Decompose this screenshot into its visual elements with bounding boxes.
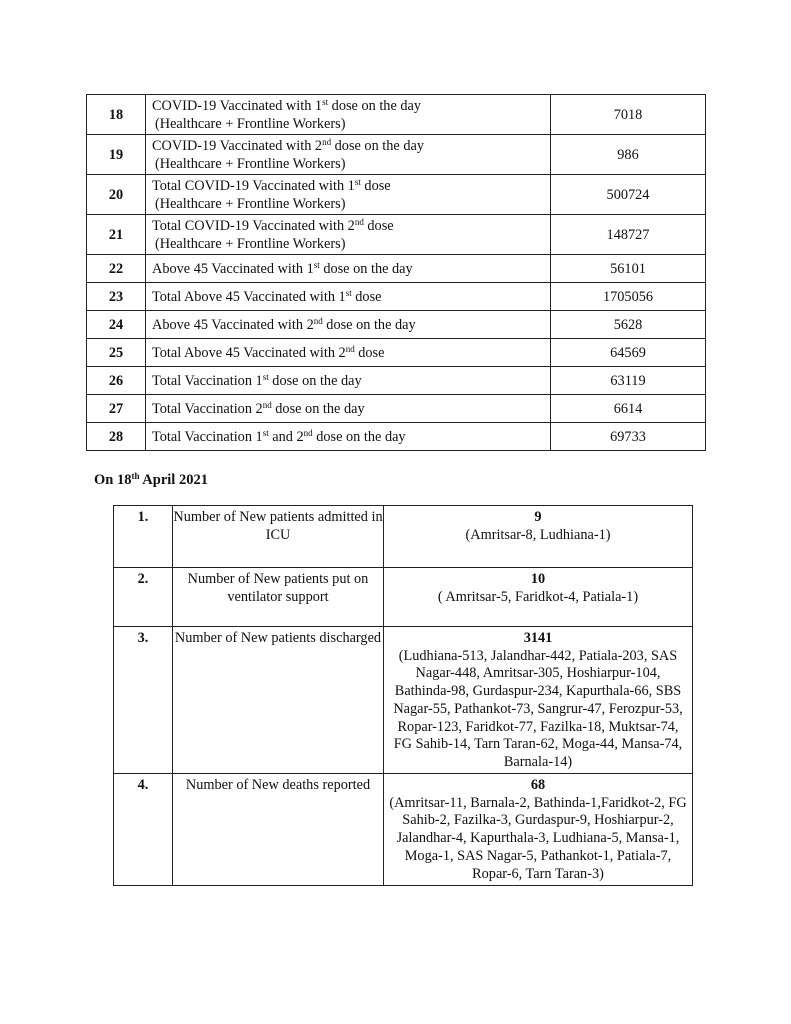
row-value: [384, 774, 693, 886]
table-row: [87, 423, 706, 451]
table-row: [87, 339, 706, 367]
desc-text: Total Above 45 Vaccinated with 2: [152, 344, 346, 361]
row-description: [146, 283, 551, 311]
row-value: 1705056: [551, 283, 706, 311]
desc-text: Total Above 45 Vaccinated with 1: [152, 288, 346, 305]
ordinal-suffix: st: [354, 176, 361, 187]
row-description: [146, 255, 551, 283]
table-row: [114, 774, 693, 886]
row-description: [146, 215, 551, 255]
desc-text: dose: [363, 217, 394, 234]
table-row: [114, 568, 693, 627]
row-description: Number of New patients admitted in ICU: [173, 506, 384, 568]
row-number: 27: [87, 395, 146, 423]
row-description: [146, 423, 551, 451]
desc-text: dose on the day: [331, 137, 424, 154]
vaccination-table: [86, 94, 706, 451]
row-description: [146, 135, 551, 175]
table-row: [114, 627, 693, 774]
row-description: [146, 175, 551, 215]
row-number: 21: [87, 215, 146, 255]
desc-subtext: (Healthcare + Frontline Workers): [155, 195, 346, 212]
desc-text: dose: [351, 288, 382, 305]
row-detail: (Ludhiana-513, Jalandhar-442, Patiala-203, SAS Nagar-448, Amritsar-305, Hoshiarpur-104, Bathinda-98, Gurdaspur-234, Kapurthala-66, SBS Nagar-55, Pathankot-73, Sangrur-47, Ferozpur-53, Ropar-123, Faridkot-77, Fazilka-18, Muktsar-74, FG Sahib-14, Tarn Taran-62, Moga-44, Mansa-74, Barnala-14): [393, 647, 683, 770]
row-number: 24: [87, 311, 146, 339]
desc-subtext: (Healthcare + Frontline Workers): [155, 235, 346, 252]
patients-table: [113, 505, 693, 886]
ordinal-suffix: nd: [322, 136, 332, 147]
desc-subtext: (Healthcare + Frontline Workers): [155, 155, 346, 172]
desc-text: Above 45 Vaccinated with 1: [152, 260, 314, 277]
ordinal-suffix: nd: [262, 399, 272, 410]
row-description: [146, 95, 551, 135]
desc-text: Total Vaccination 1: [152, 372, 263, 389]
table-row: [87, 255, 706, 283]
row-value: 63119: [551, 367, 706, 395]
desc-text: Above 45 Vaccinated with 2: [152, 316, 314, 333]
table-row: [114, 506, 693, 568]
row-description: [146, 367, 551, 395]
desc-text: dose on the day: [271, 400, 365, 417]
ordinal-suffix: nd: [345, 343, 355, 354]
row-value: [384, 568, 693, 627]
desc-text: Total Vaccination 1: [152, 428, 263, 445]
ordinal-suffix: th: [131, 471, 140, 481]
row-count: 68: [530, 777, 546, 793]
row-value: 6614: [551, 395, 706, 423]
desc-text: Total COVID-19 Vaccinated with 2: [152, 217, 355, 234]
table-row: [87, 283, 706, 311]
ordinal-suffix: nd: [313, 315, 323, 326]
row-number: 19: [87, 135, 146, 175]
desc-subtext: (Healthcare + Frontline Workers): [155, 115, 346, 132]
row-number: 23: [87, 283, 146, 311]
row-number: 1.: [114, 506, 173, 568]
table-row: [87, 215, 706, 255]
table-row: [87, 95, 706, 135]
desc-text: Total COVID-19 Vaccinated with 1: [152, 177, 355, 194]
date-heading-text: April 2021: [139, 472, 208, 488]
desc-text: dose: [354, 344, 385, 361]
row-value: [384, 627, 693, 774]
ordinal-suffix: st: [322, 96, 329, 107]
row-count: 3141: [523, 630, 553, 646]
ordinal-suffix: st: [313, 259, 320, 270]
row-value: 69733: [551, 423, 706, 451]
ordinal-suffix: nd: [354, 216, 364, 227]
desc-text: dose on the day: [322, 316, 416, 333]
desc-text: COVID-19 Vaccinated with 1: [152, 97, 323, 114]
row-number: 20: [87, 175, 146, 215]
row-number: 4.: [114, 774, 173, 886]
table-row: [87, 395, 706, 423]
row-value: 148727: [551, 215, 706, 255]
desc-text: dose on the day: [319, 260, 413, 277]
table-row: [87, 135, 706, 175]
ordinal-suffix: st: [345, 287, 352, 298]
ordinal-suffix: st: [262, 427, 269, 438]
desc-text: dose on the day: [328, 97, 422, 114]
row-number: 18: [87, 95, 146, 135]
row-detail: (Amritsar-11, Barnala-2, Bathinda-1,Faridkot-2, FG Sahib-2, Fazilka-3, Gurdaspur-9, Hoshiarpur-2, Jalandhar-4, Kapurthala-3, Ludhiana-5, Mansa-1, Moga-1, SAS Nagar-5, Pathankot-1, Patiala-7, Ropar-6, Tarn Taran-3): [389, 794, 687, 882]
desc-text: dose on the day: [312, 428, 406, 445]
row-number: 3.: [114, 627, 173, 774]
row-number: 22: [87, 255, 146, 283]
desc-text: and 2: [268, 428, 304, 445]
row-description: Number of New patients discharged: [173, 627, 384, 774]
row-value: 500724: [551, 175, 706, 215]
row-count: 9: [534, 509, 542, 525]
date-heading: [94, 472, 208, 489]
row-number: 26: [87, 367, 146, 395]
row-detail: ( Amritsar-5, Faridkot-4, Patiala-1): [437, 588, 639, 605]
row-description: [146, 395, 551, 423]
table-row: [87, 311, 706, 339]
ordinal-suffix: nd: [303, 427, 313, 438]
row-description: [146, 339, 551, 367]
row-value: [384, 506, 693, 568]
row-value: 64569: [551, 339, 706, 367]
row-value: 56101: [551, 255, 706, 283]
row-number: 2.: [114, 568, 173, 627]
row-number: 28: [87, 423, 146, 451]
ordinal-suffix: st: [262, 371, 269, 382]
row-detail: (Amritsar-8, Ludhiana-1): [465, 526, 611, 543]
desc-text: Total Vaccination 2: [152, 400, 263, 417]
row-description: [146, 311, 551, 339]
table-row: [87, 175, 706, 215]
row-description: Number of New deaths reported: [173, 774, 384, 886]
row-number: 25: [87, 339, 146, 367]
table-row: [87, 367, 706, 395]
date-heading-text: On 18: [94, 472, 132, 488]
row-value: 986: [551, 135, 706, 175]
row-count: 10: [530, 571, 546, 587]
desc-text: COVID-19 Vaccinated with 2: [152, 137, 323, 154]
row-value: 7018: [551, 95, 706, 135]
row-description: Number of New patients put on ventilator support: [173, 568, 384, 627]
row-value: 5628: [551, 311, 706, 339]
desc-text: dose on the day: [268, 372, 362, 389]
desc-text: dose: [360, 177, 391, 194]
